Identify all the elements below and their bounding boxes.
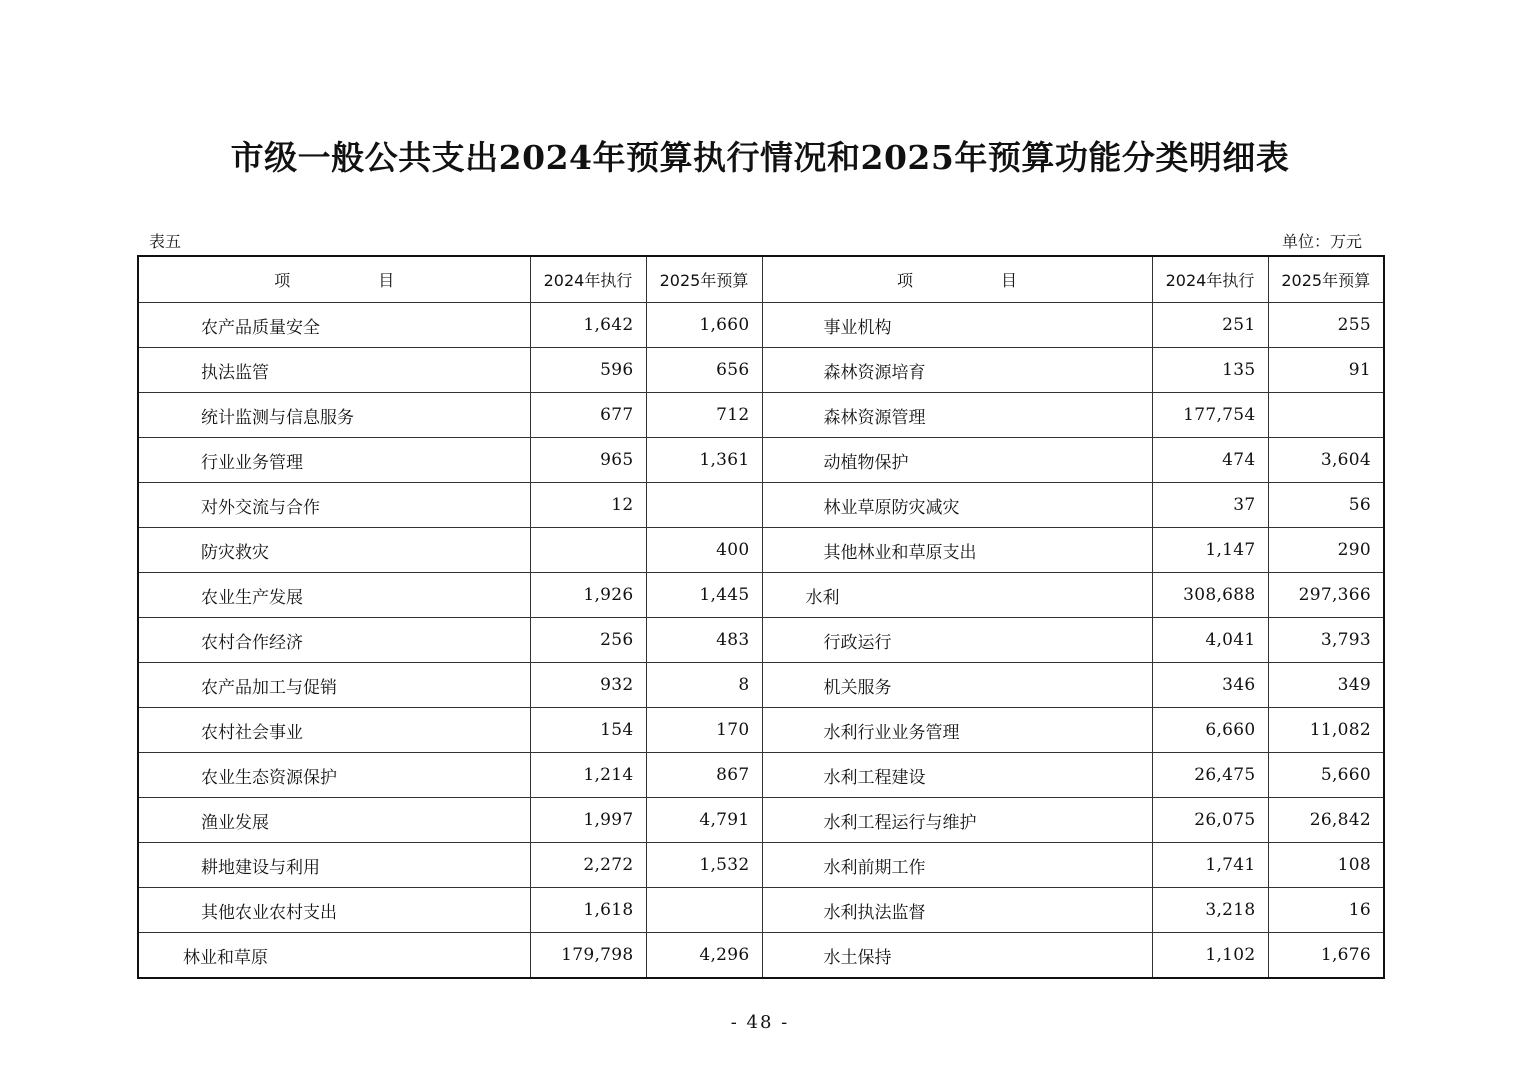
left-item-name: 耕地建设与利用: [138, 843, 530, 888]
left-item-name: 农村社会事业: [138, 708, 530, 753]
left-exec-2024: 179,798: [530, 933, 646, 979]
left-exec-2024: 1,618: [530, 888, 646, 933]
right-budget-2025: 16: [1268, 888, 1384, 933]
right-item-name: 水利前期工作: [762, 843, 1152, 888]
right-budget-2025: 349: [1268, 663, 1384, 708]
left-budget-2025: 656: [646, 348, 762, 393]
left-exec-2024: 1,214: [530, 753, 646, 798]
page-number: - 48 -: [730, 1012, 790, 1033]
left-item-name: 农村合作经济: [138, 618, 530, 663]
header-item-left: 项 目: [138, 256, 530, 303]
right-item-name: 森林资源培育: [762, 348, 1152, 393]
right-budget-2025: 290: [1268, 528, 1384, 573]
left-budget-2025: [646, 483, 762, 528]
right-exec-2024: 37: [1152, 483, 1268, 528]
right-budget-2025: 26,842: [1268, 798, 1384, 843]
left-budget-2025: 1,445: [646, 573, 762, 618]
right-budget-2025: [1268, 393, 1384, 438]
table-row: [138, 393, 1384, 438]
table-row: [138, 933, 1384, 979]
right-item-name: 水利: [762, 573, 1152, 618]
left-exec-2024: 596: [530, 348, 646, 393]
right-item-name: 机关服务: [762, 663, 1152, 708]
right-item-name: 水利执法监督: [762, 888, 1152, 933]
left-item-name: 农业生产发展: [138, 573, 530, 618]
right-exec-2024: 3,218: [1152, 888, 1268, 933]
left-item-name: 统计监测与信息服务: [138, 393, 530, 438]
left-exec-2024: 154: [530, 708, 646, 753]
left-item-name: 对外交流与合作: [138, 483, 530, 528]
right-item-name: 事业机构: [762, 303, 1152, 348]
table-header-row: [138, 256, 1384, 303]
left-budget-2025: 1,660: [646, 303, 762, 348]
left-exec-2024: [530, 528, 646, 573]
table-row: [138, 618, 1384, 663]
left-budget-2025: 170: [646, 708, 762, 753]
right-budget-2025: 91: [1268, 348, 1384, 393]
left-budget-2025: 8: [646, 663, 762, 708]
right-exec-2024: 6,660: [1152, 708, 1268, 753]
left-item-name: 林业和草原: [138, 933, 530, 979]
left-budget-2025: 400: [646, 528, 762, 573]
right-item-name: 水利行业业务管理: [762, 708, 1152, 753]
left-budget-2025: 1,532: [646, 843, 762, 888]
table-row: [138, 573, 1384, 618]
left-budget-2025: 1,361: [646, 438, 762, 483]
right-exec-2024: 1,102: [1152, 933, 1268, 979]
left-exec-2024: 677: [530, 393, 646, 438]
header-exec-2024-right: 2024年执行: [1152, 256, 1268, 303]
table-row: [138, 753, 1384, 798]
right-exec-2024: 26,075: [1152, 798, 1268, 843]
left-budget-2025: [646, 888, 762, 933]
header-exec-2024-left: 2024年执行: [530, 256, 646, 303]
budget-table: [137, 255, 1385, 979]
right-budget-2025: 3,793: [1268, 618, 1384, 663]
right-exec-2024: 474: [1152, 438, 1268, 483]
right-budget-2025: 255: [1268, 303, 1384, 348]
right-exec-2024: 4,041: [1152, 618, 1268, 663]
right-item-name: 动植物保护: [762, 438, 1152, 483]
left-item-name: 其他农业农村支出: [138, 888, 530, 933]
right-item-name: 其他林业和草原支出: [762, 528, 1152, 573]
right-exec-2024: 346: [1152, 663, 1268, 708]
left-item-name: 农产品加工与促销: [138, 663, 530, 708]
left-budget-2025: 4,296: [646, 933, 762, 979]
left-item-name: 农产品质量安全: [138, 303, 530, 348]
left-budget-2025: 867: [646, 753, 762, 798]
page-title: 市级一般公共支出2024年预算执行情况和2025年预算功能分类明细表: [230, 138, 1290, 177]
right-budget-2025: 297,366: [1268, 573, 1384, 618]
right-budget-2025: 3,604: [1268, 438, 1384, 483]
left-exec-2024: 2,272: [530, 843, 646, 888]
right-item-name: 水土保持: [762, 933, 1152, 979]
table-row: [138, 483, 1384, 528]
right-exec-2024: 1,147: [1152, 528, 1268, 573]
header-budget-2025-left: 2025年预算: [646, 256, 762, 303]
table-label: 表五: [149, 232, 182, 251]
table-row: [138, 798, 1384, 843]
left-budget-2025: 712: [646, 393, 762, 438]
table-row: [138, 528, 1384, 573]
right-exec-2024: 251: [1152, 303, 1268, 348]
left-exec-2024: 12: [530, 483, 646, 528]
right-exec-2024: 135: [1152, 348, 1268, 393]
table-row: [138, 438, 1384, 483]
right-item-name: 行政运行: [762, 618, 1152, 663]
left-exec-2024: 932: [530, 663, 646, 708]
right-budget-2025: 5,660: [1268, 753, 1384, 798]
right-exec-2024: 177,754: [1152, 393, 1268, 438]
left-exec-2024: 256: [530, 618, 646, 663]
left-item-name: 防灾救灾: [138, 528, 530, 573]
right-exec-2024: 1,741: [1152, 843, 1268, 888]
left-item-name: 农业生态资源保护: [138, 753, 530, 798]
right-exec-2024: 26,475: [1152, 753, 1268, 798]
left-exec-2024: 1,642: [530, 303, 646, 348]
left-item-name: 行业业务管理: [138, 438, 530, 483]
right-budget-2025: 11,082: [1268, 708, 1384, 753]
right-exec-2024: 308,688: [1152, 573, 1268, 618]
table-row: [138, 303, 1384, 348]
left-exec-2024: 1,997: [530, 798, 646, 843]
right-budget-2025: 108: [1268, 843, 1384, 888]
header-item-right: 项 目: [762, 256, 1152, 303]
left-budget-2025: 483: [646, 618, 762, 663]
header-budget-2025-right: 2025年预算: [1268, 256, 1384, 303]
right-item-name: 水利工程运行与维护: [762, 798, 1152, 843]
right-item-name: 森林资源管理: [762, 393, 1152, 438]
table-row: [138, 348, 1384, 393]
table-row: [138, 843, 1384, 888]
table-row: [138, 708, 1384, 753]
left-item-name: 执法监管: [138, 348, 530, 393]
table-row: [138, 888, 1384, 933]
right-budget-2025: 56: [1268, 483, 1384, 528]
right-item-name: 林业草原防灾减灾: [762, 483, 1152, 528]
left-item-name: 渔业发展: [138, 798, 530, 843]
left-exec-2024: 965: [530, 438, 646, 483]
left-exec-2024: 1,926: [530, 573, 646, 618]
table-body: [138, 303, 1384, 979]
table-row: [138, 663, 1384, 708]
left-budget-2025: 4,791: [646, 798, 762, 843]
unit-label: 单位：万元: [1281, 232, 1362, 251]
right-budget-2025: 1,676: [1268, 933, 1384, 979]
right-item-name: 水利工程建设: [762, 753, 1152, 798]
